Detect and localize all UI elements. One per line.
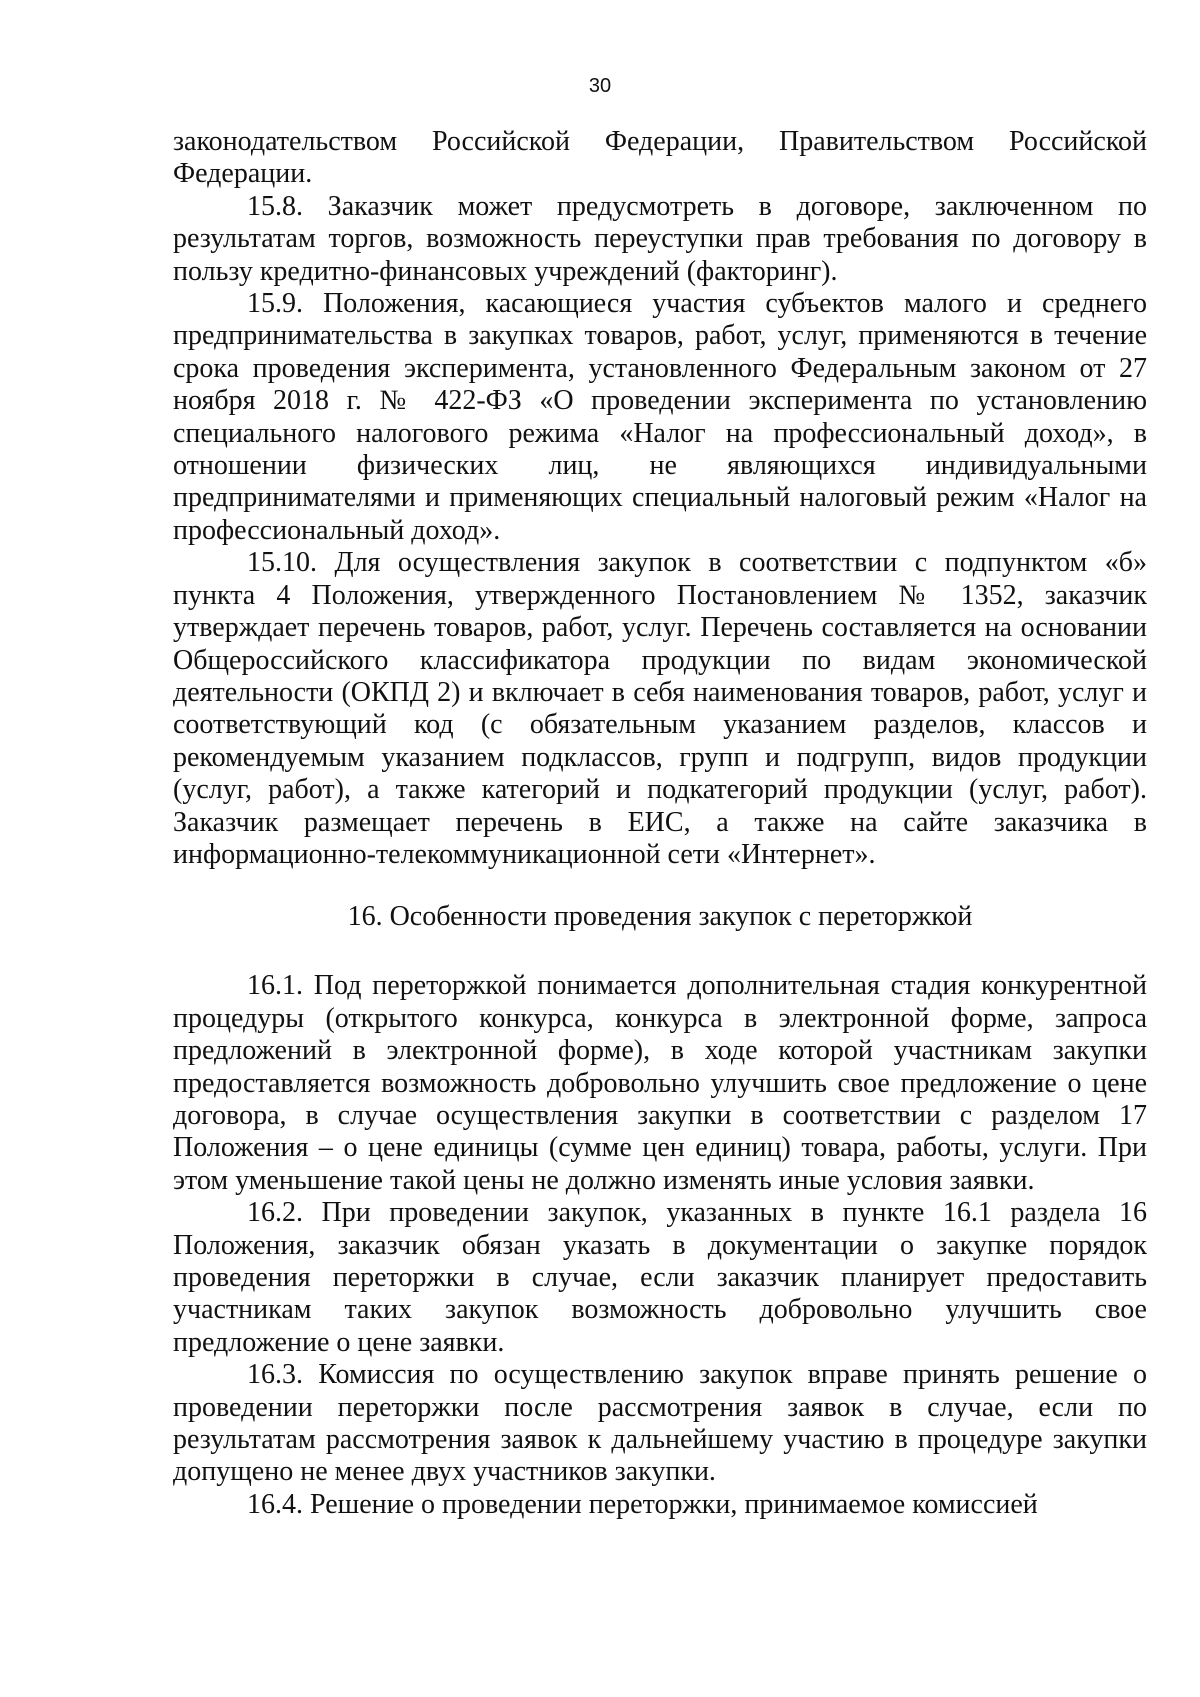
- paragraph-15-9: 15.9. Положения, касающиеся участия субъектов малого и среднего предпринимательства в закупках товаров, работ, услуг, применяются в течение срока проведения эксперимента, установленного Федеральным законом от 27 ноября 2018 г. № 422-ФЗ «О проведении эксперимента по установлению специального налогового режима «Налог на профессиональный доход», в отношении физических лиц, не являющихся индивидуальными предпринимателями и применяющих специальный налоговый режим «Налог на профессиональный доход».: [173, 288, 1147, 546]
- paragraph-16-3: 16.3. Комиссия по осуществлению закупок вправе принять решение о проведении переторжки после рассмотрения заявок в случае, если по результатам рассмотрения заявок к дальнейшему участию в процедуре закупки допущено не менее двух участников закупки.: [173, 1359, 1147, 1488]
- paragraph-16-2: 16.2. При проведении закупок, указанных в пункте 16.1 раздела 16 Положения, заказчик обязан указать в документации о закупке порядок проведения переторжки в случае, если заказчик планирует предоставить участникам таких закупок возможность добровольно улучшить свое предложение о цене заявки.: [173, 1197, 1147, 1358]
- document-body: [173, 126, 1147, 1521]
- section-title: 16. Особенности проведения закупок с переторжкой: [347, 901, 973, 933]
- paragraph-15-10: 15.10. Для осуществления закупок в соответствии с подпунктом «б» пункта 4 Положения, утвержденного Постановлением № 1352, заказчик утверждает перечень товаров, работ, услуг. Перечень составляется на основании Общероссийского классификатора продукции по видам экономической деятельности (ОКПД 2) и включает в себя наименования товаров, работ, услуг и соответствующий код (с обязательным указанием разделов, классов и рекомендуемым указанием подклассов, групп и подгрупп, видов продукции (услуг, работ), а также категорий и подкатегорий продукции (услуг, работ). Заказчик размещает перечень в ЕИС, а также на сайте заказчика в информационно-телекоммуникационной сети «Интернет».: [173, 547, 1147, 870]
- page-number: 30: [588, 75, 612, 97]
- paragraph-16-1: 16.1. Под переторжкой понимается дополнительная стадия конкурентной процедуры (открытого конкурса, конкурса в электронной форме, запроса предложений в электронной форме), в ходе которой участникам закупки предоставляется возможность добровольно улучшить свое предложение о цене договора, в случае осуществления закупки в соответствии с разделом 17 Положения – о цене единицы (сумме цен единиц) товара, работы, услуги. При этом уменьшение такой цены не должно изменять иные условия заявки.: [173, 970, 1147, 1196]
- paragraph-16-4: 16.4. Решение о проведении переторжки, принимаемое комиссией: [247, 1488, 1038, 1520]
- paragraph-15-8: 15.8. Заказчик может предусмотреть в договоре, заключенном по результатам торгов, возможность переуступки прав требования по договору в пользу кредитно-финансовых учреждений (факторинг).: [173, 190, 1147, 287]
- paragraph-continuation: законодательством Российской Федерации, Правительством Российской Федерации.: [173, 126, 1147, 190]
